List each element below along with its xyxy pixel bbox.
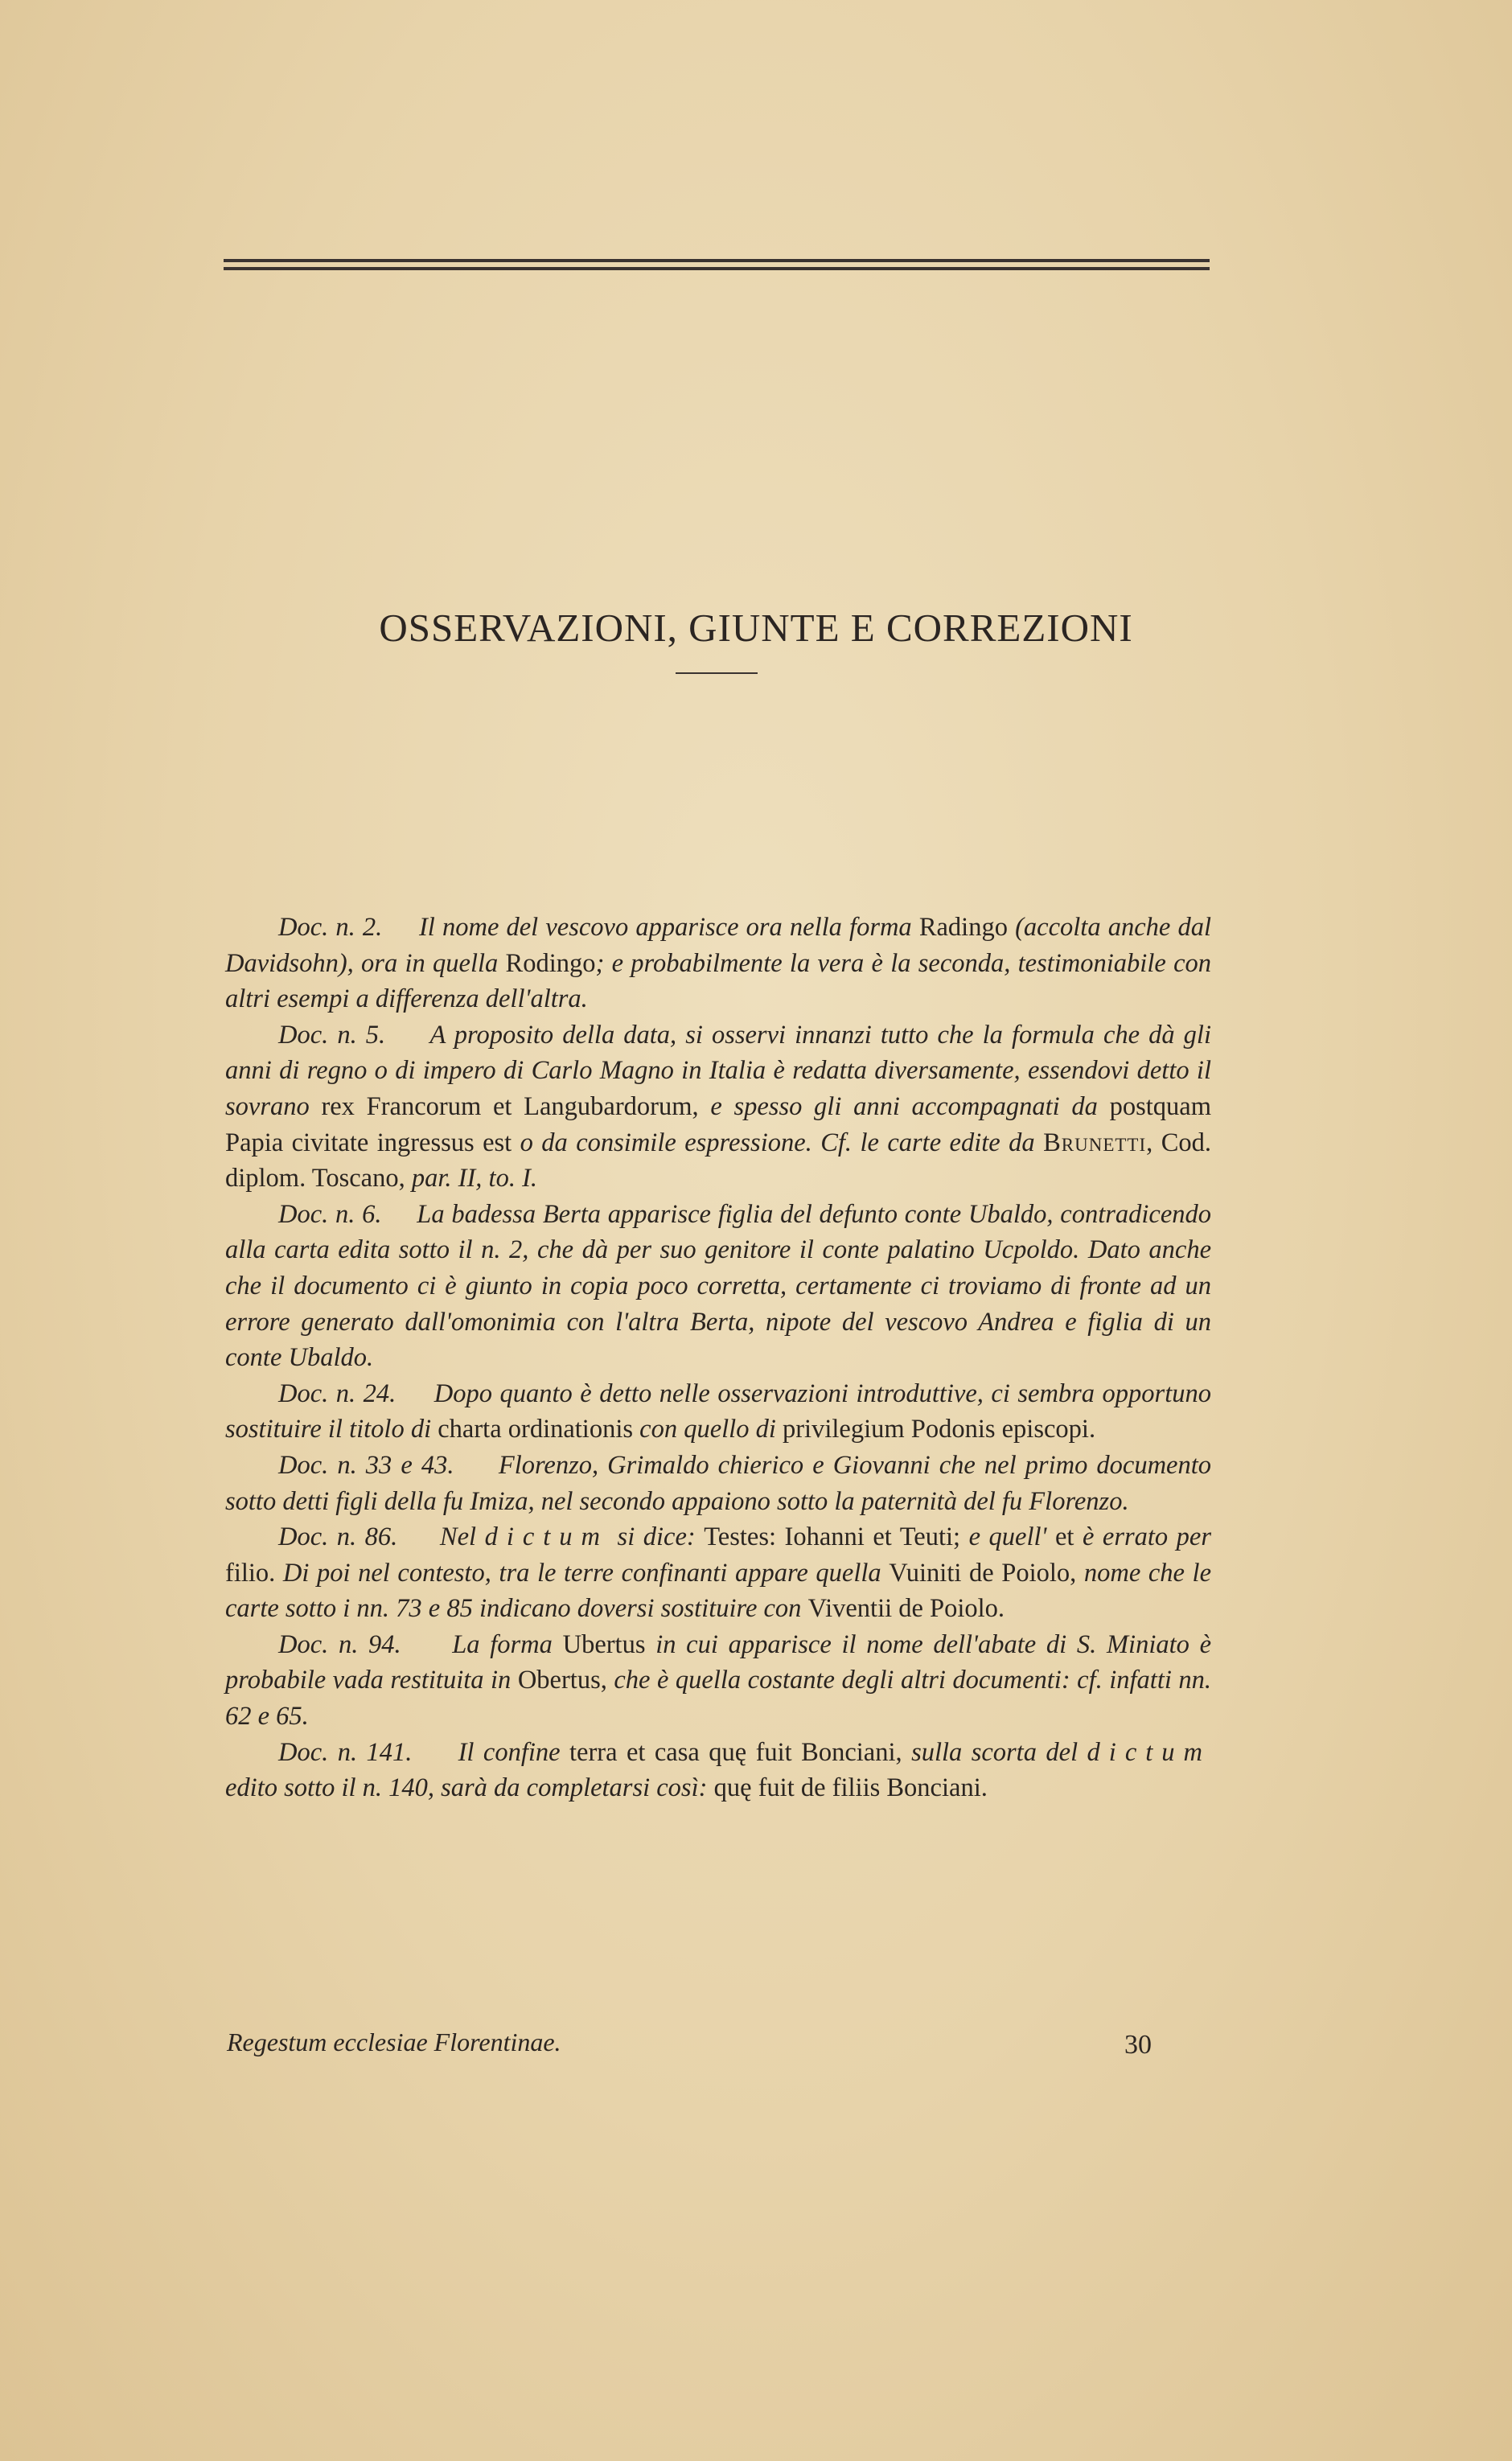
- entry-ref: Doc. n. 94.: [278, 1629, 401, 1659]
- entry-text: Florenzo, Grimaldo chierico e Giovanni che nel primo documento sotto detti figli della fu Imiza, nel secondo appaiono sotto la paternità del fu Florenzo.: [225, 1450, 1211, 1516]
- entry-text: Viventii de Poiolo.: [807, 1594, 1005, 1624]
- entry-text: nome che le carte sotto i nn. 73 e 85 indicano doversi sostituire con: [225, 1558, 1211, 1624]
- author-name: Brunetti: [1043, 1128, 1147, 1157]
- page-number: 30: [1124, 2030, 1152, 2060]
- entry-text: si dice:: [609, 1522, 705, 1552]
- entry-text: dictum: [484, 1522, 610, 1552]
- entry-text: edito sotto il n. 140, sarà da completarsi così:: [225, 1773, 714, 1803]
- entry-text: Di poi nel contesto, tra le terre confinanti appare quella: [275, 1558, 890, 1588]
- entry-doc-94: [225, 1627, 1211, 1735]
- entry-text: in cui apparisce il nome dell'abate di S. Miniato è probabile vada restituita in: [225, 1629, 1212, 1695]
- entry-text: terra et casa quę fuit Bonciani,: [569, 1737, 902, 1767]
- entry-text: e spesso gli anni accompagnati da: [698, 1091, 1110, 1121]
- entry-text: Rodingo: [505, 948, 596, 978]
- entry-text: Testes: Iohanni et Teuti;: [704, 1522, 961, 1552]
- entry-text: Il confine: [458, 1737, 569, 1767]
- entry-text: Vuiniti de Poiolo,: [889, 1558, 1077, 1588]
- entry-text: Obertus,: [517, 1666, 607, 1695]
- entry-ref: Doc. n. 2.: [278, 913, 383, 942]
- entry-text: et: [1054, 1522, 1074, 1552]
- entry-text: ,: [1146, 1128, 1161, 1157]
- entry-ref: Doc. n. 6.: [278, 1199, 382, 1229]
- entry-text: privilegium Podonis episcopi.: [782, 1415, 1096, 1444]
- page-title: OSSERVAZIONI, GIUNTE E CORREZIONI: [379, 606, 1133, 650]
- entry-ref: Doc. n. 86.: [278, 1522, 398, 1552]
- top-double-rule: [224, 259, 1210, 270]
- entry-text: Ubertus: [562, 1629, 646, 1659]
- entry-text: Radingo: [918, 913, 1008, 942]
- entry-doc-6: [225, 1197, 1211, 1376]
- entry-text: è errato per: [1074, 1522, 1212, 1552]
- entry-doc-141: [225, 1735, 1211, 1806]
- entry-text: ; e probabilmente la vera è la seconda, testimoniabile con altri esempi a differenza dell'altra.: [225, 948, 1211, 1014]
- entry-text: La forma: [452, 1629, 563, 1659]
- running-footer-title: Regestum ecclesiae Florentinae.: [227, 2028, 561, 2056]
- entry-text: charta ordinationis: [438, 1415, 634, 1444]
- entry-text: con quello di: [633, 1415, 783, 1444]
- entry-text: sulla scorta del: [902, 1737, 1087, 1767]
- entry-text: quę fuit de filiis Bonciani.: [713, 1773, 988, 1803]
- entry-text: Dopo quanto è detto nelle osservazioni introduttive, ci sembra opportuno sostituire il titolo di: [225, 1378, 1211, 1444]
- body-text: [225, 910, 1211, 1806]
- entry-text: filio.: [225, 1558, 276, 1588]
- entry-text: e quell': [960, 1522, 1055, 1552]
- entry-ref: Doc. n. 24.: [278, 1378, 396, 1408]
- entry-text: Nel: [439, 1522, 485, 1552]
- entry-text: Cod. diplom. Toscano,: [225, 1128, 1211, 1194]
- entry-text: postquam Papia civitate ingressus est: [225, 1091, 1211, 1157]
- entry-doc-24: [225, 1376, 1211, 1448]
- entry-text: La badessa Berta apparisce figlia del defunto conte Ubaldo, contradicendo alla carta edita sotto il n. 2, che dà per suo genitore il conte palatino Ucpoldo. Dato anche che il documento ci è giunto in copia poco corretta, certamente ci troviamo di fronte ad un errore generato dall'omonimia con l'altra Berta, nipote del vescovo Andrea e figlia di un conte Ubaldo.: [225, 1199, 1211, 1373]
- entry-text: (accolta anche dal Davidsohn), ora in quella: [225, 913, 1211, 978]
- entry-text: dictum: [1087, 1737, 1212, 1767]
- entry-doc-33-43: [225, 1448, 1211, 1519]
- entry-ref: Doc. n. 141.: [278, 1737, 413, 1767]
- entry-text: Il nome del vescovo apparisce ora nella forma: [418, 913, 919, 942]
- entry-doc-86: [225, 1519, 1211, 1627]
- entry-doc-5: [225, 1017, 1211, 1197]
- entry-text: che è quella costante degli altri documenti: cf. infatti nn. 62 e 65.: [225, 1666, 1212, 1732]
- entry-doc-2: [225, 910, 1211, 1017]
- entry-text: A proposito della data, si osservi innanzi tutto che la formula che dà gli anni di regno o di impero di Carlo Magno in Italia è redatta diversamente, essendovi detto il sovrano: [225, 1020, 1211, 1121]
- entry-text: par. II, to. I.: [405, 1164, 538, 1194]
- entry-text: o da consimile espressione. Cf. le carte edite da: [512, 1128, 1044, 1157]
- entry-ref: Doc. n. 33 e 43.: [278, 1450, 454, 1480]
- entry-text: rex Francorum et Langubardorum,: [321, 1091, 699, 1121]
- title-divider: [676, 672, 758, 674]
- entry-ref: Doc. n. 5.: [278, 1020, 386, 1050]
